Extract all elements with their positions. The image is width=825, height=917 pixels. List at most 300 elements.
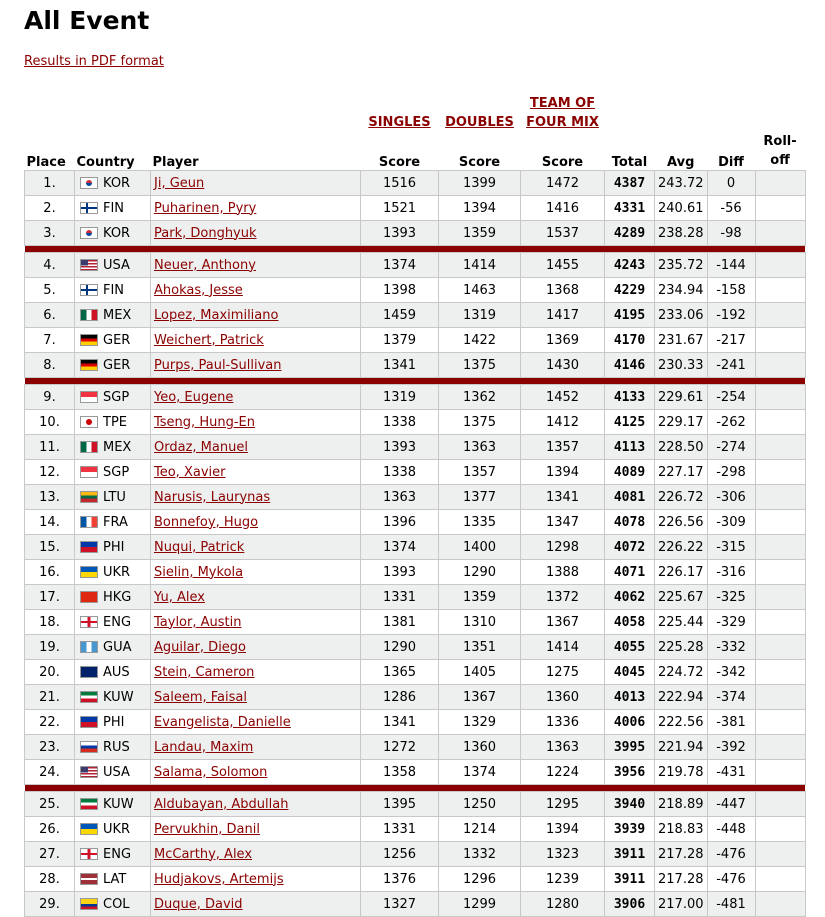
country-code: GER — [103, 357, 131, 373]
doubles-score-cell: 1414 — [439, 253, 521, 278]
player-link[interactable]: Aldubayan, Abdullah — [154, 796, 289, 812]
team-score-cell: 1341 — [521, 485, 605, 510]
country-cell — [75, 221, 151, 246]
country-code: MEX — [103, 439, 132, 455]
table-row — [25, 460, 806, 485]
country-code: PHI — [103, 539, 125, 555]
doubles-link[interactable]: DOUBLES — [445, 115, 514, 130]
flag-icon — [80, 898, 98, 910]
player-cell — [151, 171, 361, 196]
diff-cell: -144 — [707, 253, 755, 278]
country-code: KOR — [103, 225, 131, 241]
team-score-cell: 1367 — [521, 610, 605, 635]
singles-score-cell: 1393 — [361, 221, 439, 246]
header-player-spacer — [151, 76, 361, 132]
total-cell: 4013 — [605, 685, 655, 710]
place-cell: 19. — [25, 635, 75, 660]
rolloff-cell — [755, 710, 805, 735]
table-row — [25, 660, 806, 685]
doubles-score-cell: 1360 — [439, 735, 521, 760]
flag-icon — [80, 691, 98, 703]
table-row — [25, 303, 806, 328]
country-cell — [75, 660, 151, 685]
team-score-cell: 1323 — [521, 842, 605, 867]
avg-cell: 222.56 — [655, 710, 708, 735]
header-team[interactable] — [521, 76, 605, 132]
table-row — [25, 535, 806, 560]
total-cell: 4170 — [605, 328, 655, 353]
flag-icon — [80, 359, 98, 371]
singles-score-cell: 1341 — [361, 710, 439, 735]
singles-score-cell: 1256 — [361, 842, 439, 867]
header-diff-spacer — [707, 76, 755, 132]
place-cell: 28. — [25, 867, 75, 892]
singles-score-cell: 1286 — [361, 685, 439, 710]
team-link[interactable]: TEAM OF FOUR MIX — [526, 96, 599, 130]
rolloff-cell — [755, 735, 805, 760]
diff-cell: -158 — [707, 278, 755, 303]
flag-icon — [80, 716, 98, 728]
table-row — [25, 485, 806, 510]
player-link[interactable]: Narusis, Laurynas — [154, 489, 271, 505]
player-cell — [151, 410, 361, 435]
diff-cell: 0 — [707, 171, 755, 196]
country-code: TPE — [103, 414, 127, 430]
player-cell — [151, 842, 361, 867]
doubles-score-cell: 1332 — [439, 842, 521, 867]
player-cell — [151, 535, 361, 560]
header-place: Place — [26, 155, 66, 170]
doubles-score-cell: 1359 — [439, 585, 521, 610]
country-cell — [75, 385, 151, 410]
player-link[interactable]: Stein, Cameron — [154, 664, 255, 680]
table-row — [25, 435, 806, 460]
rolloff-cell — [755, 196, 805, 221]
table-row — [25, 278, 806, 303]
player-link[interactable]: Duque, David — [154, 896, 243, 912]
group-separator-bar — [25, 246, 806, 253]
table-row — [25, 385, 806, 410]
player-link[interactable]: Yeo, Eugene — [154, 389, 234, 405]
singles-score-cell: 1338 — [361, 410, 439, 435]
player-cell — [151, 635, 361, 660]
table-row — [25, 610, 806, 635]
total-cell: 3995 — [605, 735, 655, 760]
place-cell: 13. — [25, 485, 75, 510]
country-cell — [75, 535, 151, 560]
team-score-cell: 1455 — [521, 253, 605, 278]
total-cell: 4072 — [605, 535, 655, 560]
doubles-score-cell: 1359 — [439, 221, 521, 246]
rolloff-cell — [755, 485, 805, 510]
singles-score-cell: 1358 — [361, 760, 439, 785]
place-cell: 17. — [25, 585, 75, 610]
diff-cell: -381 — [707, 710, 755, 735]
player-cell — [151, 485, 361, 510]
results-body — [25, 171, 806, 917]
player-link[interactable]: Nuqui, Patrick — [154, 539, 245, 555]
diff-cell: -298 — [707, 460, 755, 485]
team-score-cell: 1275 — [521, 660, 605, 685]
country-code: KUW — [103, 689, 134, 705]
rolloff-cell — [755, 353, 805, 378]
player-link[interactable]: Aguilar, Diego — [154, 639, 247, 655]
table-row — [25, 171, 806, 196]
country-cell — [75, 328, 151, 353]
singles-score-cell: 1395 — [361, 792, 439, 817]
header-avg: Avg — [667, 155, 695, 170]
country-code: ENG — [103, 846, 132, 862]
avg-cell: 229.17 — [655, 410, 708, 435]
rolloff-cell — [755, 303, 805, 328]
team-score-cell: 1414 — [521, 635, 605, 660]
avg-cell: 221.94 — [655, 735, 708, 760]
header-doubles-score: Score — [458, 155, 501, 170]
table-row — [25, 685, 806, 710]
player-link[interactable]: Tseng, Hung-En — [154, 414, 255, 430]
player-cell — [151, 353, 361, 378]
flag-emblem-icon — [86, 180, 92, 186]
country-cell — [75, 635, 151, 660]
player-link[interactable]: Saleem, Faisal — [154, 689, 247, 705]
table-row — [25, 792, 806, 817]
team-score-cell: 1394 — [521, 817, 605, 842]
header-avg-spacer — [655, 76, 708, 132]
diff-cell: -447 — [707, 792, 755, 817]
player-cell — [151, 460, 361, 485]
flag-icon — [80, 591, 98, 603]
team-score-cell: 1394 — [521, 460, 605, 485]
place-cell: 6. — [25, 303, 75, 328]
avg-cell: 238.28 — [655, 221, 708, 246]
header-country: Country — [76, 155, 135, 170]
doubles-score-cell: 1357 — [439, 460, 521, 485]
singles-score-cell: 1341 — [361, 353, 439, 378]
country-cell — [75, 196, 151, 221]
rolloff-cell — [755, 385, 805, 410]
singles-score-cell: 1374 — [361, 535, 439, 560]
place-cell: 10. — [25, 410, 75, 435]
country-code: SGP — [103, 389, 130, 405]
avg-cell: 225.67 — [655, 585, 708, 610]
singles-score-cell: 1516 — [361, 171, 439, 196]
avg-cell: 230.33 — [655, 353, 708, 378]
player-cell — [151, 510, 361, 535]
doubles-score-cell: 1319 — [439, 303, 521, 328]
country-code: MEX — [103, 307, 132, 323]
place-cell: 5. — [25, 278, 75, 303]
flag-icon — [80, 259, 98, 271]
diff-cell: -431 — [707, 760, 755, 785]
avg-cell: 228.50 — [655, 435, 708, 460]
country-code: FIN — [103, 282, 125, 298]
singles-score-cell: 1379 — [361, 328, 439, 353]
header-diff: Diff — [718, 155, 744, 170]
doubles-score-cell: 1399 — [439, 171, 521, 196]
table-row — [25, 892, 806, 917]
player-cell — [151, 710, 361, 735]
doubles-score-cell: 1290 — [439, 560, 521, 585]
country-cell — [75, 278, 151, 303]
doubles-score-cell: 1299 — [439, 892, 521, 917]
diff-cell: -392 — [707, 735, 755, 760]
rolloff-cell — [755, 221, 805, 246]
group-separator — [25, 378, 806, 385]
place-cell: 25. — [25, 792, 75, 817]
player-cell — [151, 792, 361, 817]
rolloff-cell — [755, 510, 805, 535]
diff-cell: -98 — [707, 221, 755, 246]
country-cell — [75, 817, 151, 842]
table-row — [25, 867, 806, 892]
player-link[interactable]: Hudjakovs, Artemijs — [154, 871, 284, 887]
team-score-cell: 1388 — [521, 560, 605, 585]
header-total-spacer — [605, 76, 655, 132]
player-link[interactable]: Pervukhin, Danil — [154, 821, 260, 837]
flag-icon — [80, 873, 98, 885]
country-code: UKR — [103, 821, 131, 837]
total-cell: 4071 — [605, 560, 655, 585]
place-cell: 15. — [25, 535, 75, 560]
player-link[interactable]: Neuer, Anthony — [154, 257, 256, 273]
results-table — [24, 76, 806, 917]
table-row — [25, 221, 806, 246]
country-cell — [75, 460, 151, 485]
singles-score-cell: 1272 — [361, 735, 439, 760]
player-cell — [151, 253, 361, 278]
rolloff-cell — [755, 535, 805, 560]
flag-icon — [80, 666, 98, 678]
avg-cell: 243.72 — [655, 171, 708, 196]
player-link[interactable]: Salama, Solomon — [154, 764, 268, 780]
country-code: GUA — [103, 639, 132, 655]
singles-link[interactable]: SINGLES — [368, 115, 431, 130]
player-link[interactable]: Yu, Alex — [154, 589, 205, 605]
diff-cell: -56 — [707, 196, 755, 221]
country-cell — [75, 792, 151, 817]
player-link[interactable]: Ordaz, Manuel — [154, 439, 248, 455]
table-row — [25, 510, 806, 535]
singles-score-cell: 1396 — [361, 510, 439, 535]
header-total: Total — [611, 155, 648, 170]
flag-icon — [80, 541, 98, 553]
country-code: USA — [103, 764, 130, 780]
group-separator-bar — [25, 378, 806, 385]
flag-icon — [80, 284, 98, 296]
flag-icon — [80, 516, 98, 528]
diff-cell: -448 — [707, 817, 755, 842]
diff-cell: -274 — [707, 435, 755, 460]
rolloff-cell — [755, 660, 805, 685]
diff-cell: -374 — [707, 685, 755, 710]
flag-icon — [80, 202, 98, 214]
total-cell: 4045 — [605, 660, 655, 685]
singles-score-cell: 1374 — [361, 253, 439, 278]
player-link[interactable]: Purps, Paul-Sullivan — [154, 357, 282, 373]
country-code: GER — [103, 332, 131, 348]
player-link[interactable]: Bonnefoy, Hugo — [154, 514, 259, 530]
rolloff-cell — [755, 892, 805, 917]
singles-score-cell: 1393 — [361, 435, 439, 460]
place-cell: 4. — [25, 253, 75, 278]
country-cell — [75, 735, 151, 760]
doubles-score-cell: 1405 — [439, 660, 521, 685]
player-cell — [151, 660, 361, 685]
header-player: Player — [152, 155, 199, 170]
table-row — [25, 585, 806, 610]
flag-icon — [80, 466, 98, 478]
player-link[interactable]: McCarthy, Alex — [154, 846, 253, 862]
diff-cell: -315 — [707, 535, 755, 560]
avg-cell: 218.89 — [655, 792, 708, 817]
country-code: FRA — [103, 514, 128, 530]
country-cell — [75, 171, 151, 196]
diff-cell: -329 — [707, 610, 755, 635]
avg-cell: 226.22 — [655, 535, 708, 560]
country-cell — [75, 842, 151, 867]
place-cell: 8. — [25, 353, 75, 378]
header-singles-score: Score — [378, 155, 421, 170]
player-cell — [151, 221, 361, 246]
total-cell: 3911 — [605, 867, 655, 892]
place-cell: 24. — [25, 760, 75, 785]
place-cell: 11. — [25, 435, 75, 460]
diff-cell: -342 — [707, 660, 755, 685]
place-cell: 2. — [25, 196, 75, 221]
player-link[interactable]: Weichert, Patrick — [154, 332, 264, 348]
avg-cell: 224.72 — [655, 660, 708, 685]
total-cell: 4055 — [605, 635, 655, 660]
total-cell: 4058 — [605, 610, 655, 635]
total-cell: 3906 — [605, 892, 655, 917]
avg-cell: 219.78 — [655, 760, 708, 785]
rolloff-cell — [755, 328, 805, 353]
player-cell — [151, 735, 361, 760]
table-row — [25, 735, 806, 760]
player-link[interactable]: Sielin, Mykola — [154, 564, 244, 580]
player-link[interactable]: Park, Donghyuk — [154, 225, 257, 241]
country-cell — [75, 610, 151, 635]
country-cell — [75, 410, 151, 435]
player-cell — [151, 760, 361, 785]
avg-cell: 225.28 — [655, 635, 708, 660]
doubles-score-cell: 1463 — [439, 278, 521, 303]
place-cell: 14. — [25, 510, 75, 535]
country-code: KOR — [103, 175, 131, 191]
player-link[interactable]: Teo, Xavier — [154, 464, 226, 480]
player-link[interactable]: Lopez, Maximiliano — [154, 307, 279, 323]
player-cell — [151, 303, 361, 328]
table-row — [25, 410, 806, 435]
page-title: All Event — [24, 6, 150, 35]
flag-icon — [80, 566, 98, 578]
flag-icon — [80, 823, 98, 835]
total-cell: 3940 — [605, 792, 655, 817]
rolloff-label: Roll-off — [763, 134, 797, 168]
singles-score-cell: 1376 — [361, 867, 439, 892]
player-link[interactable]: Ahokas, Jesse — [154, 282, 243, 298]
total-cell: 4133 — [605, 385, 655, 410]
player-link[interactable]: Puharinen, Pyry — [154, 200, 257, 216]
group-separator — [25, 246, 806, 253]
flag-icon — [80, 391, 98, 403]
player-cell — [151, 685, 361, 710]
table-row — [25, 635, 806, 660]
avg-cell: 226.72 — [655, 485, 708, 510]
header-doubles[interactable] — [439, 76, 521, 132]
team-score-cell: 1224 — [521, 760, 605, 785]
place-cell: 12. — [25, 460, 75, 485]
total-cell: 4078 — [605, 510, 655, 535]
country-cell — [75, 510, 151, 535]
team-score-cell: 1357 — [521, 435, 605, 460]
avg-cell: 233.06 — [655, 303, 708, 328]
table-row — [25, 842, 806, 867]
doubles-score-cell: 1394 — [439, 196, 521, 221]
country-cell — [75, 585, 151, 610]
table-row — [25, 253, 806, 278]
total-cell: 3939 — [605, 817, 655, 842]
player-link[interactable]: Taylor, Austin — [154, 614, 242, 630]
team-score-cell: 1298 — [521, 535, 605, 560]
total-cell: 4229 — [605, 278, 655, 303]
total-cell: 3911 — [605, 842, 655, 867]
player-cell — [151, 278, 361, 303]
player-link[interactable]: Landau, Maxim — [154, 739, 254, 755]
country-code: KUW — [103, 796, 134, 812]
diff-cell: -481 — [707, 892, 755, 917]
country-code: COL — [103, 896, 130, 912]
rolloff-cell — [755, 842, 805, 867]
country-code: UKR — [103, 564, 131, 580]
place-cell: 18. — [25, 610, 75, 635]
doubles-score-cell: 1363 — [439, 435, 521, 460]
flag-icon — [80, 848, 98, 860]
singles-score-cell: 1459 — [361, 303, 439, 328]
country-code: RUS — [103, 739, 130, 755]
team-score-cell: 1372 — [521, 585, 605, 610]
country-cell — [75, 685, 151, 710]
header-singles[interactable] — [361, 76, 439, 132]
avg-cell: 225.44 — [655, 610, 708, 635]
country-cell — [75, 435, 151, 460]
singles-score-cell: 1319 — [361, 385, 439, 410]
country-cell — [75, 560, 151, 585]
pdf-results-link[interactable]: Results in PDF format — [24, 54, 164, 69]
rolloff-cell — [755, 435, 805, 460]
place-cell: 7. — [25, 328, 75, 353]
country-cell — [75, 303, 151, 328]
player-link[interactable]: Evangelista, Danielle — [154, 714, 291, 730]
table-row — [25, 560, 806, 585]
team-score-cell: 1360 — [521, 685, 605, 710]
country-code: LTU — [103, 489, 126, 505]
player-cell — [151, 610, 361, 635]
total-cell: 4146 — [605, 353, 655, 378]
avg-cell: 235.72 — [655, 253, 708, 278]
flag-icon — [80, 741, 98, 753]
total-cell: 4387 — [605, 171, 655, 196]
avg-cell: 217.00 — [655, 892, 708, 917]
rolloff-cell — [755, 460, 805, 485]
flag-icon — [80, 641, 98, 653]
place-cell: 20. — [25, 660, 75, 685]
country-code: LAT — [103, 871, 127, 887]
total-cell: 4062 — [605, 585, 655, 610]
rolloff-cell — [755, 635, 805, 660]
player-link[interactable]: Ji, Geun — [154, 175, 205, 191]
diff-cell: -325 — [707, 585, 755, 610]
